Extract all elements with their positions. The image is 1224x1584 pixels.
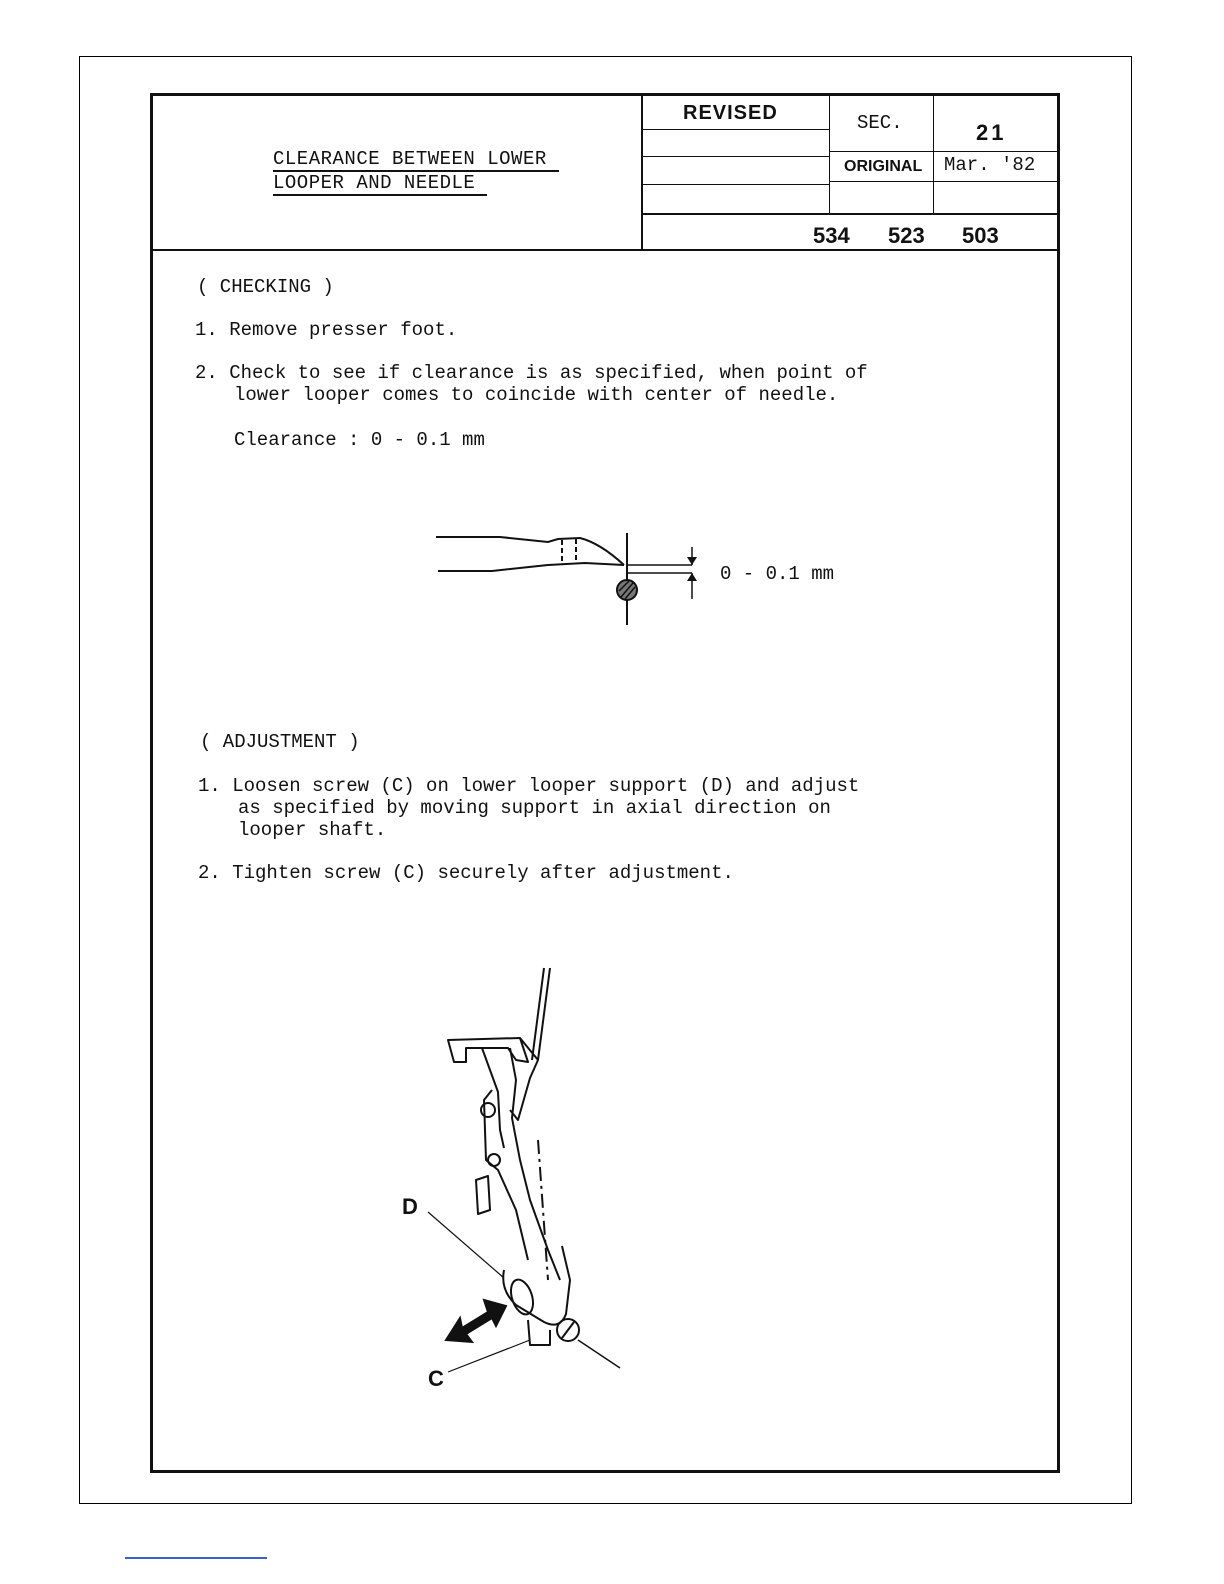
title-block	[153, 96, 643, 251]
label-d: D	[402, 1194, 418, 1219]
clearance-spec: Clearance : 0 - 0.1 mm	[234, 429, 485, 451]
checking-step-2-line-1: 2. Check to see if clearance is as specified, when point of	[195, 362, 868, 384]
original-date: Mar. '82	[944, 154, 1036, 176]
bottom-rule	[125, 1557, 267, 1559]
model-523: 523	[888, 223, 925, 248]
looper-assembly-illustration	[380, 960, 640, 1400]
sec-value: 21	[976, 120, 1007, 145]
clearance-diagram	[430, 525, 730, 635]
checking-step-2-line-2: lower looper comes to coincide with center of needle.	[234, 384, 839, 406]
adjustment-heading: ( ADJUSTMENT )	[200, 731, 360, 753]
adjustment-step-1-line-1: 1. Loosen screw (C) on lower looper support (D) and adjust	[198, 775, 860, 797]
sheet-title	[273, 148, 559, 196]
checking-heading: ( CHECKING )	[197, 276, 334, 298]
checking-step-1: 1. Remove presser foot.	[195, 319, 458, 341]
adjust-direction-arrow-icon	[446, 1300, 506, 1342]
adjustment-step-1-line-2: as specified by moving support in axial direction on	[238, 797, 831, 819]
title-line-2: LOOPER AND NEEDLE	[273, 172, 487, 196]
model-503: 503	[962, 223, 999, 248]
model-534: 534	[813, 223, 850, 248]
figure-clearance-label: 0 - 0.1 mm	[720, 563, 835, 585]
title-line-1: CLEARANCE BETWEEN LOWER	[273, 148, 559, 172]
label-c: C	[428, 1366, 444, 1391]
adjustment-step-2: 2. Tighten screw (C) securely after adjustment.	[198, 862, 734, 884]
revised-label: REVISED	[683, 102, 778, 124]
original-label: ORIGINAL	[844, 158, 923, 175]
adjustment-step-1-line-3: looper shaft.	[238, 819, 387, 841]
sec-label: SEC.	[857, 112, 903, 134]
revision-grid	[643, 96, 1057, 251]
